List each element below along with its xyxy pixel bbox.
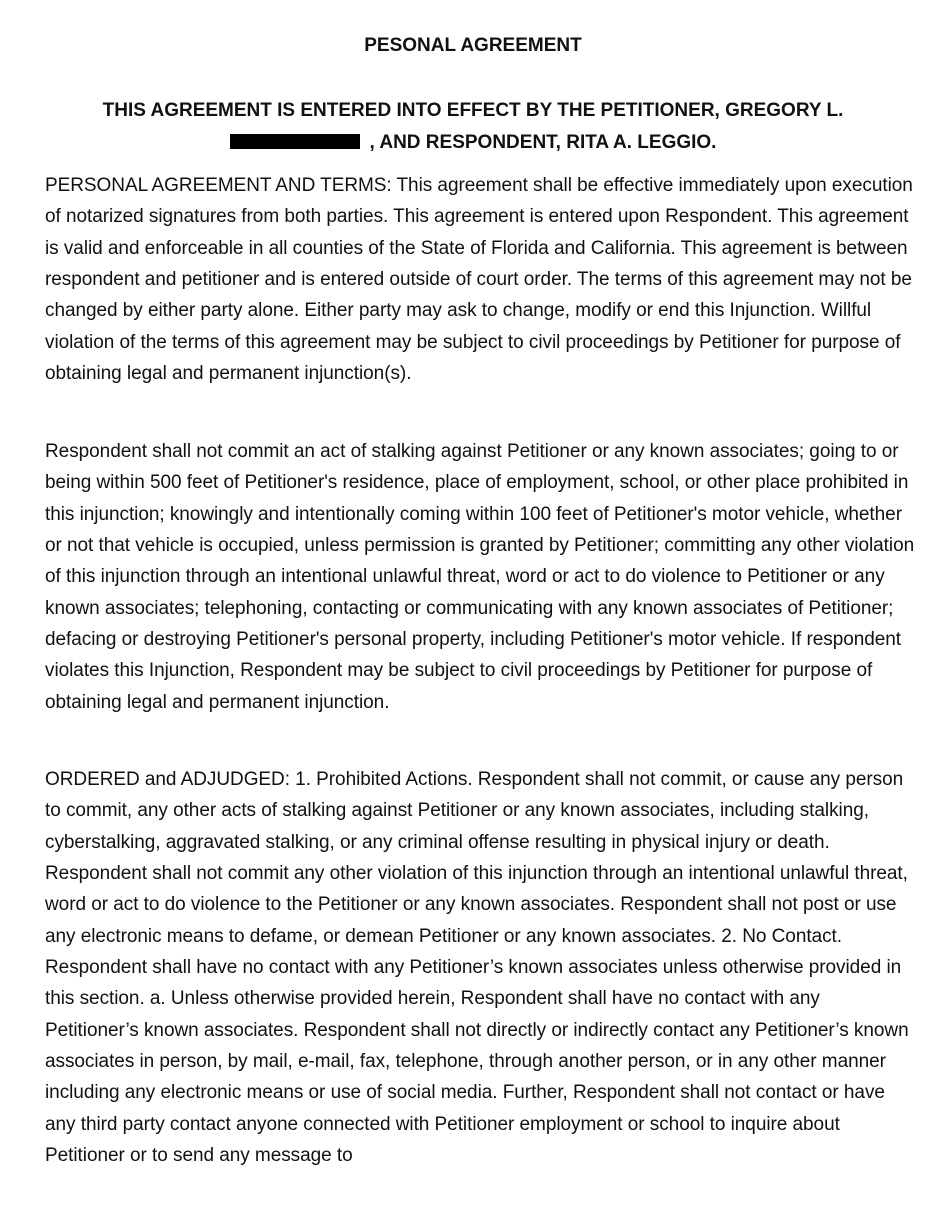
subtitle-line-1: THIS AGREEMENT IS ENTERED INTO EFFECT BY THE PETITIONER, GREGORY L. [102,100,844,121]
redaction-bar [230,134,360,149]
paragraph-ordered-adjudged: ORDERED and ADJUDGED: 1. Prohibited Actions. Respondent shall not commit, or cause any person to commit, any other acts of stalking against Petitioner or any known associates, including stalking, cyberstalking, aggravated stalking, or any criminal offense resulting in physical injury or death. Respondent shall not commit any other violation of this injunction through an intentional unlawful threat, word or act to do violence to the Petitioner or any known associates. Respondent shall not post or use any electronic means to defame, or demean Petitioner or any known associates. 2. No Contact. Respondent shall have no contact with any Petitioner’s known associates unless otherwise provided in this section. a. Unless otherwise provided herein, Respondent shall have no contact with any Petitioner’s known associates. Respondent shall not directly or indirectly contact any Petitioner’s known associates in person, by mail, e-mail, fax, telephone, through another person, or in any other manner including any electronic means or use of social media. Further, Respondent shall not contact or have any third party contact anyone connected with Petitioner employment or school to inquire about Petitioner or to send any message to [45,769,909,1167]
document-title: PESONAL AGREEMENT [364,35,582,56]
paragraph-agreement-terms: PERSONAL AGREEMENT AND TERMS: This agreement shall be effective immediately upon execution of notarized signatures from both parties. This agreement is entered upon Respondent. This agreement is valid and enforceable in all counties of the State of Florida and California. This agreement is between respondent and petitioner and is entered outside of court order. The terms of this agreement may not be changed by either party alone. Either party may ask to change, modify or end this Injunction. Willful violation of the terms of this agreement may be subject to civil proceedings by Petitioner for purpose of obtaining legal and permanent injunction(s). [45,175,913,385]
paragraph-respondent-restrictions: Respondent shall not commit an act of stalking against Petitioner or any known associates; going to or being within 500 feet of Petitioner's residence, place of employment, school, or other place prohibited in this injunction; knowingly and intentionally coming within 100 feet of Petitioner's motor vehicle, whether or not that vehicle is occupied, unless permission is granted by Petitioner; committing any other violation of this injunction through an intentional unlawful threat, word or act to do violence to Petitioner or any known associates; telephoning, contacting or communicating with any known associates of Petitioner; defacing or destroying Petitioner's personal property, including Petitioner's motor vehicle. If respondent violates this Injunction, Respondent may be subject to civil proceedings by Petitioner for purpose of obtaining legal and permanent injunction. [45,441,915,713]
document-subtitle [70,95,876,158]
subtitle-line-2: , AND RESPONDENT, RITA A. LEGGIO. [369,131,717,153]
